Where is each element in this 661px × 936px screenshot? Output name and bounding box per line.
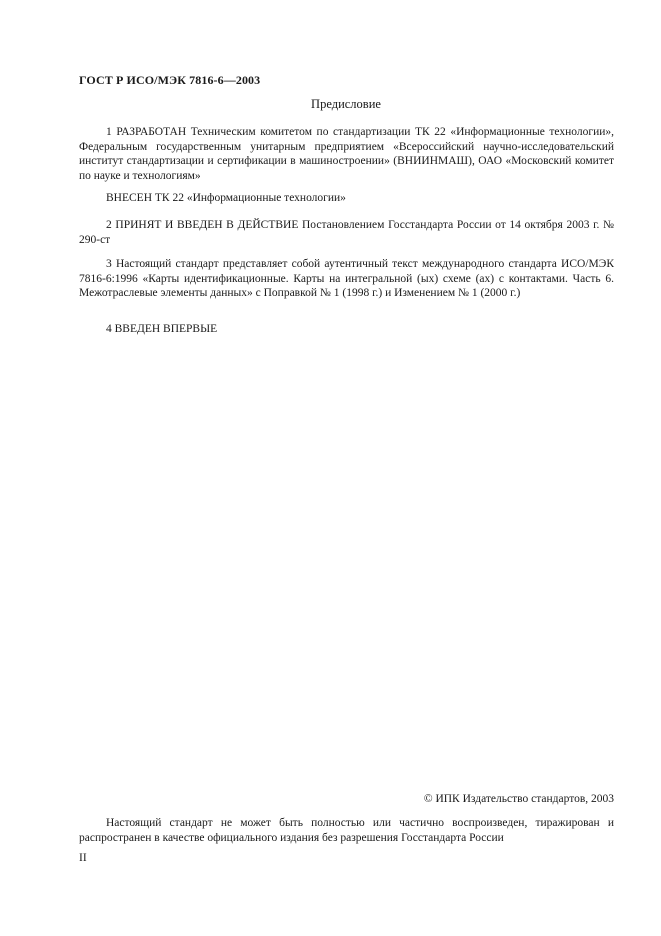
paragraph-authentic-text: 3 Настоящий стандарт представляет собой аутентичный текст международного стандарта ИСО/МЭК 7816-6:1996 «Карты идентификационные. Карты на интегральной (ых) схеме (ах) с контактами. Часть 6. Межотраслевые элементы данных» с Поправкой № 1 (1998 г.) и Изменением № 1 (2000 г.) bbox=[79, 258, 614, 299]
paragraph-adopted: 2 ПРИНЯТ И ВВЕДЕН В ДЕЙСТВИЕ Постановлением Госстандарта России от 14 октября 2003 г. № 290-ст bbox=[79, 219, 614, 246]
page-number: II bbox=[79, 852, 87, 864]
copyright-line: © ИПК Издательство стандартов, 2003 bbox=[423, 793, 614, 805]
document-header: ГОСТ Р ИСО/МЭК 7816-6—2003 bbox=[79, 73, 261, 87]
reproduction-notice: Настоящий стандарт не может быть полностью или частично воспроизведен, тиражирован и распространен в качестве официального издания без разрешения Госстандарта России bbox=[79, 817, 614, 844]
preface-title: Предисловие bbox=[311, 97, 381, 111]
paragraph-developed-by: 1 РАЗРАБОТАН Техническим комитетом по стандартизации ТК 22 «Информационные технологии», Федеральным государственным унитарным предприятием «Всероссийский научно-исследовательский институт стандартизации и сертификации в машиностроении» (ВНИИНМАШ), ОАО «Московский комитет по науке и технологиям» bbox=[79, 126, 614, 182]
paragraph-introduced-by: ВНЕСЕН ТК 22 «Информационные технологии» bbox=[106, 192, 346, 204]
paragraph-first-introduced: 4 ВВЕДЕН ВПЕРВЫЕ bbox=[106, 323, 218, 335]
